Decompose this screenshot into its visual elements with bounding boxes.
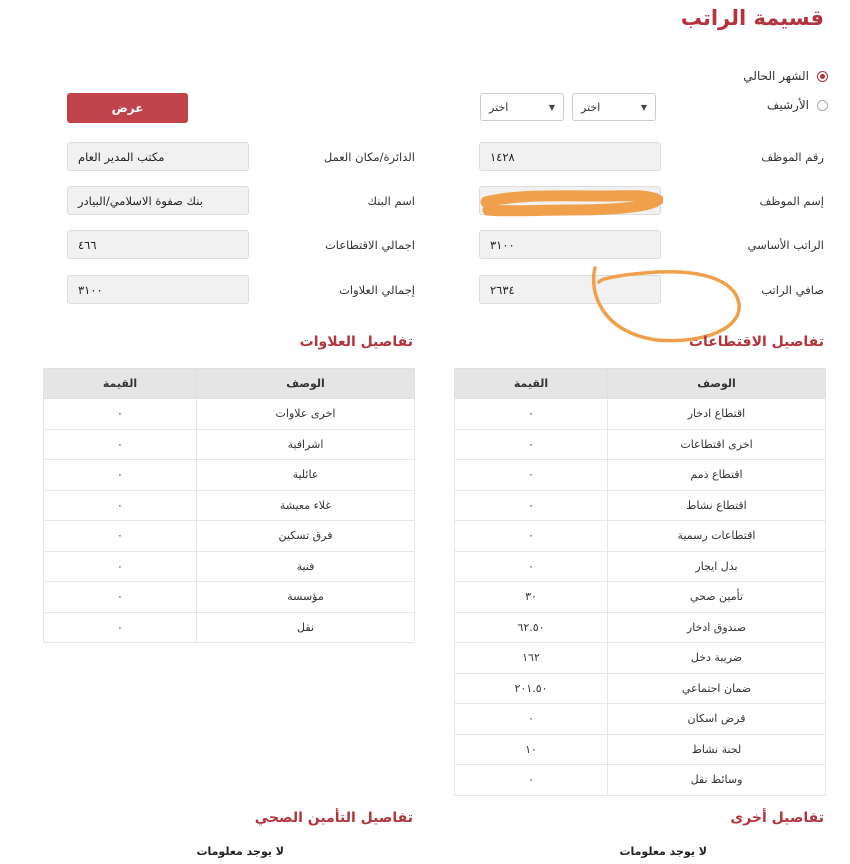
table-row	[455, 551, 826, 582]
chevron-down-icon: ▼	[640, 102, 647, 112]
row-description: غلاء معيشة	[197, 490, 415, 521]
row-value: ٣٠	[455, 582, 608, 613]
row-value: ١٠	[455, 734, 608, 765]
radio-archive-label: الأرشيف	[766, 98, 809, 112]
table-row	[455, 612, 826, 643]
row-value: ٠	[44, 582, 197, 613]
row-description: اخرى علاوات	[197, 399, 415, 430]
table-row	[455, 490, 826, 521]
table-row	[44, 429, 415, 460]
row-description: اقتطاع نشاط	[608, 490, 826, 521]
show-button[interactable]: عرض	[67, 93, 188, 123]
row-value: ٢٠١.٥٠	[455, 673, 608, 704]
employee-name-label: إسم الموظف	[759, 194, 824, 208]
row-value: ٠	[44, 551, 197, 582]
row-value: ٠	[455, 521, 608, 552]
table-row	[455, 765, 826, 796]
table-row	[44, 521, 415, 552]
other-details-empty-text: لا يوجد معلومات	[619, 845, 707, 858]
year-select[interactable]	[480, 93, 564, 121]
row-value: ٠	[455, 399, 608, 430]
row-value: ٠	[455, 460, 608, 491]
row-description: اقتطاعات رسمية	[608, 521, 826, 552]
table-row	[44, 460, 415, 491]
row-description: قرض اسكان	[608, 704, 826, 735]
table-row	[44, 582, 415, 613]
net-salary-label: صافي الراتب	[761, 283, 824, 297]
table-row	[455, 643, 826, 674]
column-header-value: القيمة	[44, 369, 197, 399]
highlight-circle	[587, 262, 747, 344]
insurance-details-title: تفاصيل التأمين الصحي	[254, 810, 413, 826]
row-value: ٠	[44, 612, 197, 643]
total-deductions-field: ٤٦٦	[67, 230, 249, 259]
other-details-title: تفاصيل أخرى	[730, 810, 824, 826]
allowances-section-title: تفاصيل العلاوات	[299, 334, 413, 350]
redaction-scribble	[478, 188, 663, 218]
row-description: اقتطاع ذمم	[608, 460, 826, 491]
table-header-row	[455, 369, 826, 399]
row-description: لجنة نشاط	[608, 734, 826, 765]
table-row	[455, 704, 826, 735]
basic-salary-field: ٣١٠٠	[479, 230, 661, 259]
total-allowances-field: ٣١٠٠	[67, 275, 249, 304]
table-row	[44, 399, 415, 430]
row-value: ٠	[44, 460, 197, 491]
employee-number-label: رقم الموظف	[761, 150, 824, 164]
row-value: ٠	[455, 429, 608, 460]
year-select-value: اختر	[489, 100, 509, 114]
row-description: وسائط نقل	[608, 765, 826, 796]
bank-name-label: اسم البنك	[367, 194, 415, 208]
employee-number-field: ١٤٢٨	[479, 142, 661, 171]
radio-unselected-icon[interactable]	[817, 100, 828, 111]
radio-archive[interactable]	[767, 97, 828, 113]
table-row	[455, 429, 826, 460]
row-value: ٠	[455, 765, 608, 796]
row-description: بدل ايجار	[608, 551, 826, 582]
deductions-table	[454, 368, 826, 796]
total-allowances-label: إجمالي العلاوات	[339, 283, 415, 297]
table-row	[44, 551, 415, 582]
column-header-description: الوصف	[197, 369, 415, 399]
chevron-down-icon: ▼	[548, 102, 555, 112]
table-row	[44, 612, 415, 643]
row-description: صندوق ادخار	[608, 612, 826, 643]
table-row	[455, 460, 826, 491]
radio-current-month-label: الشهر الحالي	[743, 69, 809, 83]
row-description: فرق تسكين	[197, 521, 415, 552]
row-description: مؤسسة	[197, 582, 415, 613]
bank-name-field: بنك صفوة الاسلامي/البيادر	[67, 186, 249, 215]
column-header-value: القيمة	[455, 369, 608, 399]
radio-current-month[interactable]	[743, 68, 828, 84]
row-value: ٦٢.٥٠	[455, 612, 608, 643]
row-description: ضريبة دخل	[608, 643, 826, 674]
allowances-table	[43, 368, 415, 643]
table-row	[455, 399, 826, 430]
radio-selected-icon[interactable]	[817, 71, 828, 82]
row-description: ضمان اجتماعي	[608, 673, 826, 704]
row-description: اقتطاع ادخار	[608, 399, 826, 430]
month-select[interactable]	[572, 93, 656, 121]
row-value: ٠	[44, 490, 197, 521]
row-value: ٠	[44, 429, 197, 460]
row-description: نقل	[197, 612, 415, 643]
table-row	[455, 521, 826, 552]
insurance-details-empty-text: لا يوجد معلومات	[196, 845, 284, 858]
row-value: ٠	[455, 551, 608, 582]
row-value: ٠	[455, 704, 608, 735]
row-value: ٠	[455, 490, 608, 521]
row-value: ١٦٢	[455, 643, 608, 674]
column-header-description: الوصف	[608, 369, 826, 399]
row-value: ٠	[44, 399, 197, 430]
row-value: ٠	[44, 521, 197, 552]
row-description: فنية	[197, 551, 415, 582]
basic-salary-label: الراتب الأساسي	[747, 238, 824, 252]
table-row	[44, 490, 415, 521]
row-description: عائلية	[197, 460, 415, 491]
row-description: اشرافية	[197, 429, 415, 460]
net-salary-field: ٢٦٣٤	[479, 275, 661, 304]
row-description: اخرى اقتطاعات	[608, 429, 826, 460]
deductions-section-title: تفاصيل الاقتطاعات	[688, 334, 824, 350]
table-header-row	[44, 369, 415, 399]
table-row	[455, 734, 826, 765]
month-select-value: اختر	[581, 100, 601, 114]
page-title: قسيمة الراتب	[680, 6, 824, 30]
table-row	[455, 582, 826, 613]
table-row	[455, 673, 826, 704]
total-deductions-label: اجمالي الاقتطاعات	[324, 238, 415, 252]
department-field: مكتب المدير العام	[67, 142, 249, 171]
row-description: تأمين صحي	[608, 582, 826, 613]
department-label: الدائرة/مكان العمل	[323, 150, 415, 164]
